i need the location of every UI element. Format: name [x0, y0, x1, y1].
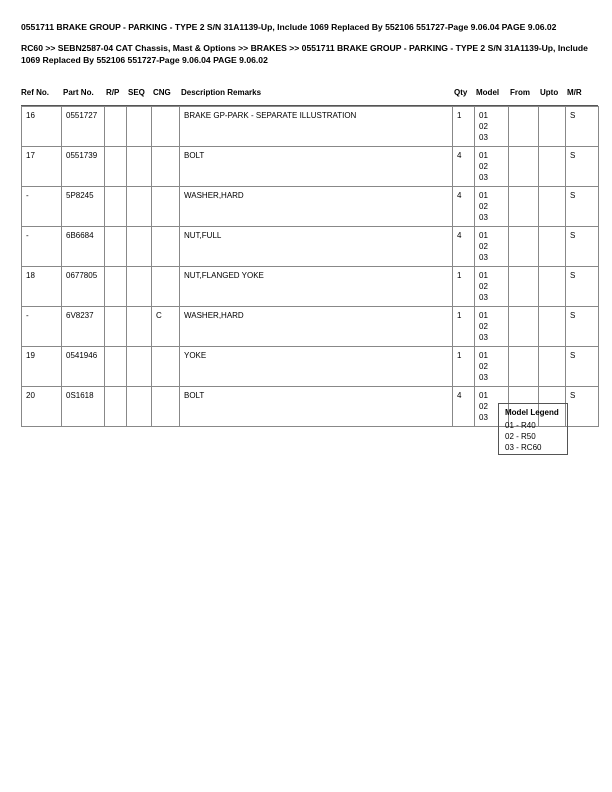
cell-from: [509, 307, 539, 347]
cell-upto: [539, 107, 566, 147]
cell-part: 6B6684: [62, 227, 105, 267]
cell-qty: 4: [453, 227, 475, 267]
model-code: 03: [479, 253, 488, 262]
cell-cng: C: [152, 307, 180, 347]
cell-upto: [539, 147, 566, 187]
cell-desc: WASHER,HARD: [180, 187, 453, 227]
cell-ref: 18: [22, 267, 62, 307]
cell-mr: S: [566, 267, 599, 307]
table-row: [22, 147, 599, 187]
cell-seq: [127, 307, 152, 347]
model-code: 03: [479, 173, 488, 182]
cell-seq: [127, 267, 152, 307]
cell-cng: [152, 387, 180, 427]
cell-model: [475, 267, 509, 307]
column-header: SEQ: [128, 88, 145, 97]
cell-seq: [127, 227, 152, 267]
cell-upto: [539, 227, 566, 267]
cell-rp: [105, 147, 127, 187]
cell-model: [475, 307, 509, 347]
cell-mr: S: [566, 227, 599, 267]
cell-model: [475, 347, 509, 387]
cell-from: [509, 227, 539, 267]
cell-ref: -: [22, 187, 62, 227]
cell-cng: [152, 187, 180, 227]
model-code: 02: [479, 122, 488, 131]
cell-ref: 16: [22, 107, 62, 147]
cell-qty: 4: [453, 187, 475, 227]
cell-model: [475, 107, 509, 147]
cell-part: 0551727: [62, 107, 105, 147]
column-header: Description Remarks: [181, 88, 262, 97]
cell-rp: [105, 187, 127, 227]
table-row: [22, 347, 599, 387]
column-header: CNG: [153, 88, 171, 97]
cell-rp: [105, 107, 127, 147]
model-code: 01: [479, 271, 488, 280]
cell-part: 6V8237: [62, 307, 105, 347]
cell-rp: [105, 267, 127, 307]
cell-upto: [539, 347, 566, 387]
model-code: 01: [479, 311, 488, 320]
cell-desc: BRAKE GP-PARK - SEPARATE ILLUSTRATION: [180, 107, 453, 147]
model-code: 01: [479, 151, 488, 160]
cell-part: 5P8245: [62, 187, 105, 227]
column-header: Qty: [454, 88, 468, 97]
table-row: [22, 187, 599, 227]
column-header: M/R: [567, 88, 582, 97]
model-code: 02: [479, 322, 488, 331]
column-header: Ref No.: [21, 88, 49, 97]
cell-desc: NUT,FLANGED YOKE: [180, 267, 453, 307]
cell-mr: S: [566, 307, 599, 347]
legend-title: Model Legend: [505, 408, 559, 417]
legend-item: 03 - RC60: [505, 443, 542, 452]
model-legend: [498, 403, 568, 455]
model-code: 03: [479, 413, 488, 422]
legend-item: 02 - R50: [505, 432, 536, 441]
parts-table: [21, 106, 599, 427]
cell-ref: 20: [22, 387, 62, 427]
cell-seq: [127, 107, 152, 147]
cell-qty: 1: [453, 107, 475, 147]
cell-cng: [152, 347, 180, 387]
model-code: 01: [479, 391, 488, 400]
cell-desc: BOLT: [180, 387, 453, 427]
model-code: 01: [479, 191, 488, 200]
model-code: 01: [479, 231, 488, 240]
cell-from: [509, 267, 539, 307]
cell-ref: -: [22, 227, 62, 267]
cell-cng: [152, 107, 180, 147]
cell-mr: S: [566, 147, 599, 187]
cell-from: [509, 107, 539, 147]
cell-ref: 19: [22, 347, 62, 387]
cell-mr: S: [566, 107, 599, 147]
cell-rp: [105, 227, 127, 267]
cell-mr: S: [566, 187, 599, 227]
cell-from: [509, 347, 539, 387]
breadcrumb: RC60 >> SEBN2587-04 CAT Chassis, Mast & Options >> BRAKES >> 0551711 BRAKE GROUP - PARKING - TYPE 2 S/N 31A1139-Up, Include 1069 Replaced By 552106 551727-Page 9.06.04 PAGE 9.06.02: [21, 43, 588, 65]
model-code: 03: [479, 213, 488, 222]
cell-qty: 1: [453, 347, 475, 387]
model-code: 02: [479, 242, 488, 251]
model-code: 01: [479, 111, 488, 120]
cell-model: [475, 147, 509, 187]
cell-desc: YOKE: [180, 347, 453, 387]
table-row: [22, 107, 599, 147]
model-code: 03: [479, 333, 488, 342]
model-code: 02: [479, 362, 488, 371]
column-header: Upto: [540, 88, 559, 97]
cell-cng: [152, 267, 180, 307]
model-code: 03: [479, 133, 488, 142]
cell-seq: [127, 347, 152, 387]
cell-model: [475, 187, 509, 227]
legend-item: 01 - R40: [505, 421, 536, 430]
cell-part: 0S1618: [62, 387, 105, 427]
cell-mr: S: [566, 387, 599, 427]
cell-from: [509, 187, 539, 227]
table-row: [22, 307, 599, 347]
cell-ref: -: [22, 307, 62, 347]
cell-mr: S: [566, 347, 599, 387]
cell-qty: 1: [453, 307, 475, 347]
column-header: Part No.: [63, 88, 94, 97]
column-header: R/P: [106, 88, 120, 97]
cell-desc: WASHER,HARD: [180, 307, 453, 347]
cell-model: [475, 227, 509, 267]
cell-part: 0541946: [62, 347, 105, 387]
cell-seq: [127, 147, 152, 187]
column-header: Model: [476, 88, 500, 97]
model-code: 03: [479, 373, 488, 382]
cell-upto: [539, 187, 566, 227]
model-code: 02: [479, 162, 488, 171]
model-code: 02: [479, 202, 488, 211]
cell-from: [509, 147, 539, 187]
cell-upto: [539, 307, 566, 347]
cell-qty: 4: [453, 387, 475, 427]
model-code: 02: [479, 282, 488, 291]
cell-part: 0551739: [62, 147, 105, 187]
cell-desc: BOLT: [180, 147, 453, 187]
cell-ref: 17: [22, 147, 62, 187]
cell-rp: [105, 347, 127, 387]
page-title: 0551711 BRAKE GROUP - PARKING - TYPE 2 S/N 31A1139-Up, Include 1069 Replaced By 552106 551727-Page 9.06.04 PAGE 9.06.02: [21, 22, 557, 32]
column-header: From: [510, 88, 530, 97]
cell-qty: 4: [453, 147, 475, 187]
table-row: [22, 267, 599, 307]
cell-upto: [539, 267, 566, 307]
cell-seq: [127, 387, 152, 427]
cell-rp: [105, 387, 127, 427]
cell-qty: 1: [453, 267, 475, 307]
cell-cng: [152, 227, 180, 267]
model-code: 01: [479, 351, 488, 360]
cell-desc: NUT,FULL: [180, 227, 453, 267]
table-row: [22, 227, 599, 267]
cell-seq: [127, 187, 152, 227]
cell-rp: [105, 307, 127, 347]
model-code: 03: [479, 293, 488, 302]
cell-cng: [152, 147, 180, 187]
model-code: 02: [479, 402, 488, 411]
cell-part: 0677805: [62, 267, 105, 307]
